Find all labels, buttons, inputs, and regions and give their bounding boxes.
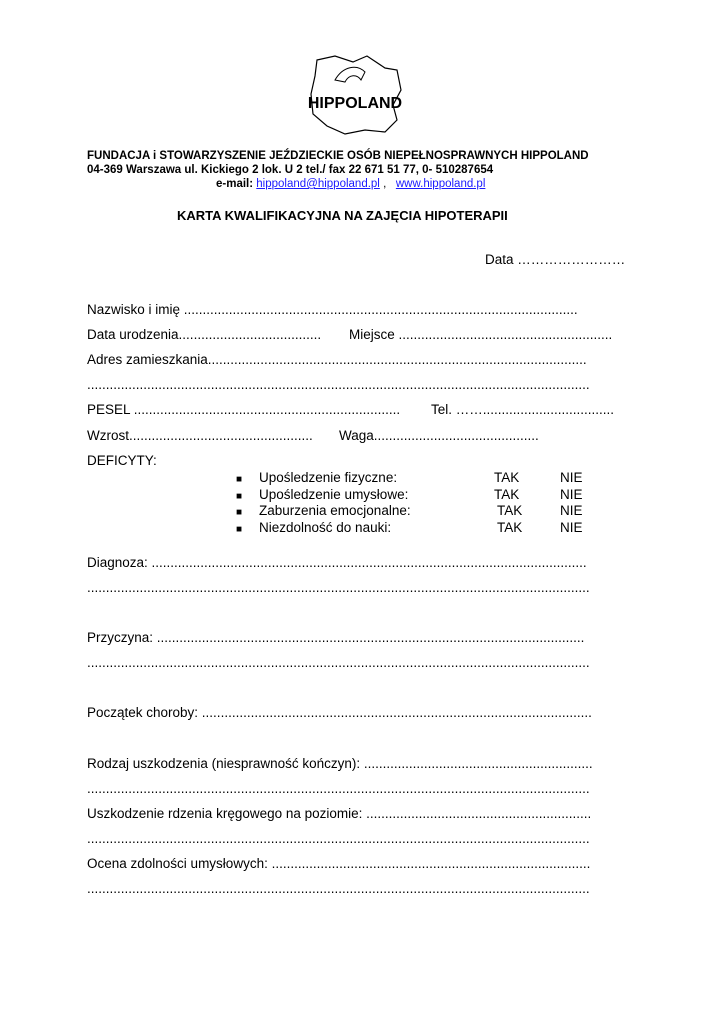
contact-line bbox=[216, 178, 485, 190]
mental-ability-field-2[interactable]: ...................................................................................................................................... bbox=[87, 881, 590, 896]
organization-name: FUNDACJA i STOWARZYSZENIE JEŹDZIECKIE OSÓB NIEPEŁNOSPRAWNYCH HIPPOLAND bbox=[87, 150, 589, 162]
diagnosis-field-2[interactable]: ...................................................................................................................................... bbox=[87, 580, 590, 595]
weight-field[interactable]: Waga............................................ bbox=[339, 428, 539, 443]
website-link[interactable]: www.hippoland.pl bbox=[395, 178, 486, 190]
deficits-label: DEFICYTY: bbox=[87, 453, 157, 468]
limb-damage-field-2[interactable]: ...................................................................................................................................... bbox=[87, 781, 590, 796]
deficit-no[interactable]: NIE bbox=[560, 470, 583, 485]
address-field[interactable]: Adres zamieszkania..................................................................................................... bbox=[87, 352, 587, 367]
limb-damage-field[interactable]: Rodzaj uszkodzenia (niesprawność kończyn): ............................................................. bbox=[87, 756, 593, 771]
deficit-row-mental bbox=[236, 487, 242, 502]
deficit-no[interactable]: NIE bbox=[560, 487, 583, 502]
onset-field[interactable]: Początek choroby: ........................................................................................................ bbox=[87, 705, 592, 720]
address-field-2[interactable]: ...................................................................................................................................... bbox=[87, 377, 590, 392]
birth-date-field[interactable]: Data urodzenia...................................... bbox=[87, 327, 322, 342]
deficit-yes[interactable]: TAK bbox=[494, 487, 520, 502]
deficit-yes[interactable]: TAK bbox=[494, 470, 520, 485]
deficit-row-physical bbox=[236, 470, 242, 485]
deficit-label: Upośledzenie umysłowe: bbox=[259, 487, 409, 502]
logo-text: HIPPOLAND bbox=[307, 95, 403, 112]
deficit-no[interactable]: NIE bbox=[560, 503, 583, 518]
bullet-icon: ■ bbox=[236, 507, 243, 518]
contact-separator: , bbox=[383, 178, 387, 190]
deficit-label: Zaburzenia emocjonalne: bbox=[259, 503, 411, 518]
cause-field-2[interactable]: ...................................................................................................................................... bbox=[87, 655, 590, 670]
date-field[interactable]: Data …………………… bbox=[485, 252, 626, 267]
mental-ability-field[interactable]: Ocena zdolności umysłowych: ..................................................................................... bbox=[87, 856, 591, 871]
deficit-no[interactable]: NIE bbox=[560, 520, 583, 535]
email-label: e-mail: bbox=[216, 178, 254, 190]
organization-address: 04-369 Warszawa ul. Kickiego 2 lok. U 2 tel./ fax 22 671 51 77, 0- 510287654 bbox=[87, 164, 494, 176]
birth-place-field[interactable]: Miejsce ......................................................... bbox=[349, 327, 613, 342]
name-field[interactable]: Nazwisko i imię ......................................................................................................... bbox=[87, 302, 578, 317]
bullet-icon: ■ bbox=[236, 491, 243, 502]
bullet-icon: ■ bbox=[236, 524, 243, 535]
deficit-row-emotional bbox=[236, 503, 242, 518]
deficit-label: Niezdolność do nauki: bbox=[259, 520, 392, 535]
hippoland-logo bbox=[305, 50, 405, 140]
deficit-label: Upośledzenie fizyczne: bbox=[259, 470, 398, 485]
deficit-yes[interactable]: TAK bbox=[497, 503, 523, 518]
bullet-icon: ■ bbox=[236, 474, 243, 485]
phone-field[interactable]: Tel. ……................................... bbox=[431, 402, 615, 417]
deficit-row-learning bbox=[236, 520, 242, 535]
cause-field[interactable]: Przyczyna: .................................................................................................................. bbox=[87, 630, 585, 645]
diagnosis-field[interactable]: Diagnoza: .................................................................................................................... bbox=[87, 555, 587, 570]
form-title: KARTA KWALIFIKACYJNA NA ZAJĘCIA HIPOTERAPII bbox=[177, 208, 508, 223]
email-link[interactable]: hippoland@hippoland.pl bbox=[256, 178, 380, 190]
height-field[interactable]: Wzrost................................................. bbox=[87, 428, 313, 443]
spinal-cord-field-2[interactable]: ...................................................................................................................................... bbox=[87, 831, 590, 846]
pesel-field[interactable]: PESEL ....................................................................... bbox=[87, 402, 401, 417]
deficit-yes[interactable]: TAK bbox=[497, 520, 523, 535]
spinal-cord-field[interactable]: Uszkodzenie rdzenia kręgowego na poziomie: ............................................................ bbox=[87, 806, 592, 821]
